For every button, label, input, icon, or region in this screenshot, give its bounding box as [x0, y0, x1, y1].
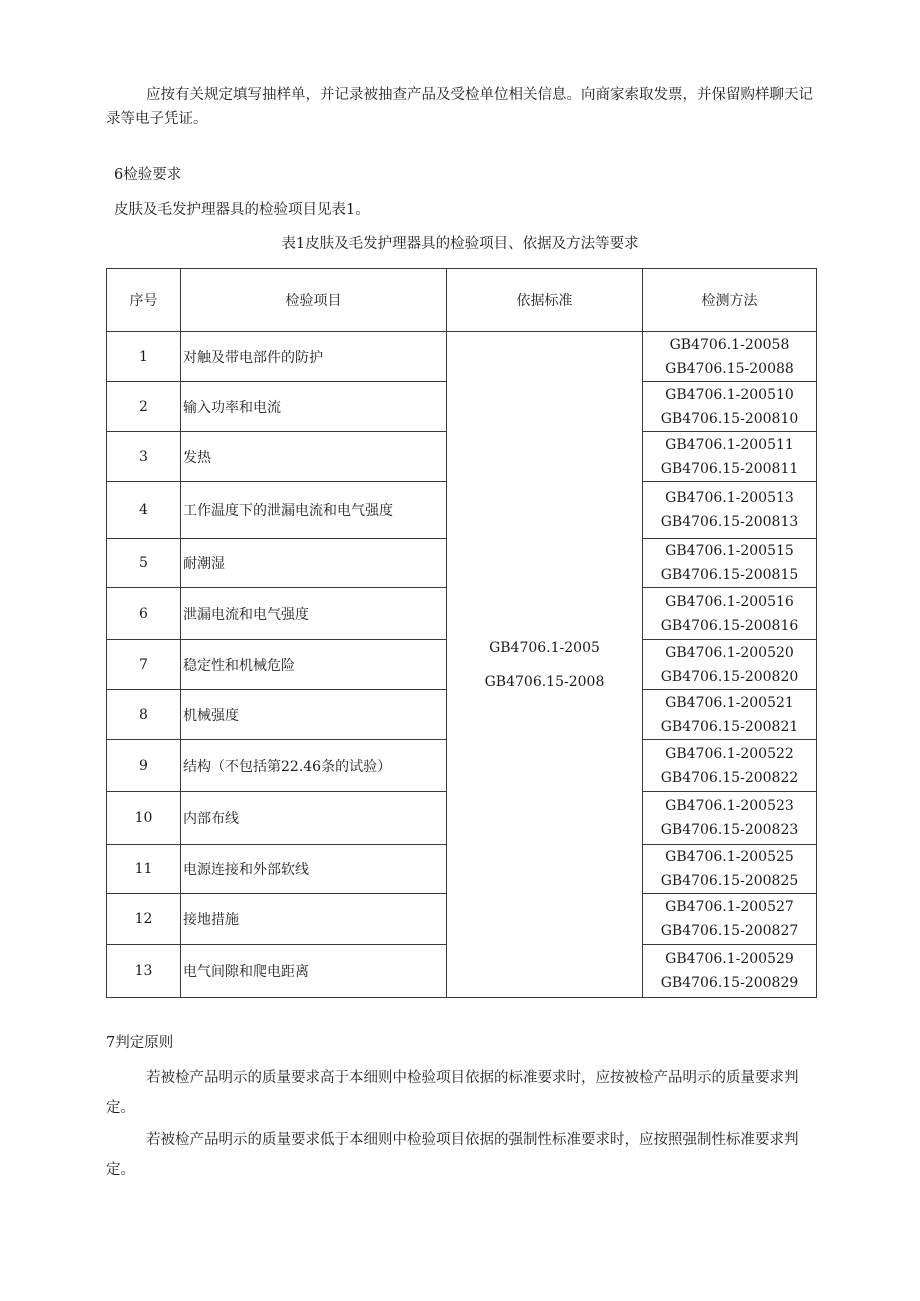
basis-standard-line: GB4706.1-2005 — [489, 639, 600, 656]
test-method-line: GB4706.15-200823 — [660, 822, 799, 838]
test-method — [643, 792, 817, 845]
inspection-item: 发热 — [181, 432, 447, 482]
row-number: 6 — [107, 588, 181, 640]
test-method-line: GB4706.15-200821 — [660, 718, 799, 735]
inspection-item: 电气间隙和爬电距离 — [181, 945, 447, 998]
basis-standard-line: GB4706.15-2008 — [484, 673, 605, 690]
test-method — [643, 432, 817, 482]
test-method — [643, 332, 817, 382]
test-method — [643, 482, 817, 539]
test-method-line: GB4706.1-200527 — [665, 899, 794, 915]
section-7-heading: 7判定原则 — [106, 1035, 174, 1051]
inspection-item: 机械强度 — [181, 690, 447, 740]
inspection-item: 对触及带电部件的防护 — [181, 332, 447, 382]
test-method-line: GB4706.1-200510 — [665, 386, 794, 403]
test-method-line: GB4706.1-200523 — [665, 798, 794, 814]
row-number: 9 — [107, 740, 181, 792]
test-method — [643, 845, 817, 894]
table-caption: 表1皮肤及毛发护理器具的检验项目、依据及方法等要求 — [281, 236, 639, 252]
test-method — [643, 690, 817, 740]
test-method-line: GB4706.15-200827 — [660, 923, 799, 939]
row-number: 4 — [107, 482, 181, 539]
test-method — [643, 945, 817, 998]
row-number: 10 — [107, 792, 181, 845]
row-number: 11 — [107, 845, 181, 894]
test-method — [643, 740, 817, 792]
intro-paragraph: 应按有关规定填写抽样单，并记录被抽查产品及受检单位相关信息。向商家索取发票，并保留购样聊天记录等电子凭证。 — [106, 87, 813, 127]
row-number: 7 — [107, 640, 181, 690]
judgement-paragraph-2: 若被检产品明示的质量要求低于本细则中检验项目依据的强制性标准要求时，应按照强制性标准要求判定。 — [106, 1132, 799, 1178]
judgement-paragraph-1: 若被检产品明示的质量要求高于本细则中检验项目依据的标准要求时，应按被检产品明示的质量要求判定。 — [106, 1070, 799, 1116]
test-method — [643, 539, 817, 588]
test-method — [643, 588, 817, 640]
test-method-line: GB4706.15-20088 — [665, 360, 794, 377]
inspection-table — [106, 268, 817, 998]
test-method-line: GB4706.1-200515 — [665, 543, 794, 559]
test-method — [643, 382, 817, 432]
test-method-line: GB4706.15-200820 — [660, 668, 799, 685]
row-number: 3 — [107, 432, 181, 482]
test-method-line: GB4706.15-200825 — [660, 873, 799, 889]
row-number: 8 — [107, 690, 181, 740]
test-method-line: GB4706.1-200529 — [665, 951, 794, 967]
test-method-line: GB4706.15-200811 — [660, 460, 799, 477]
section-6-heading: 6检验要求 — [114, 167, 182, 183]
row-number: 12 — [107, 894, 181, 945]
test-method — [643, 894, 817, 945]
inspection-item: 电源连接和外部软线 — [181, 845, 447, 894]
test-method-line: GB4706.15-200822 — [660, 769, 799, 786]
table-row — [107, 332, 817, 382]
test-method-line: GB4706.1-200511 — [665, 436, 794, 453]
test-method-line: GB4706.15-200815 — [660, 567, 799, 583]
inspection-item: 接地措施 — [181, 894, 447, 945]
test-method-line: GB4706.1-200525 — [665, 849, 794, 865]
header-no: 序号 — [107, 269, 181, 332]
section-6-description: 皮肤及毛发护理器具的检验项目见表1。 — [114, 202, 370, 218]
inspection-item: 结构（不包括第22.46条的试验） — [181, 740, 447, 792]
inspection-item: 输入功率和电流 — [181, 382, 447, 432]
test-method-line: GB4706.1-200520 — [665, 644, 794, 661]
inspection-item: 泄漏电流和电气强度 — [181, 588, 447, 640]
basis-standard — [447, 332, 643, 998]
row-number: 13 — [107, 945, 181, 998]
test-method-line: GB4706.1-20058 — [669, 336, 790, 353]
inspection-item: 工作温度下的泄漏电流和电气强度 — [181, 482, 447, 539]
test-method-line: GB4706.15-200813 — [660, 514, 799, 530]
inspection-item: 内部布线 — [181, 792, 447, 845]
test-method-line: GB4706.1-200516 — [665, 593, 794, 610]
table-header-row — [107, 269, 817, 332]
header-basis: 依据标准 — [447, 269, 643, 332]
test-method-line: GB4706.1-200513 — [665, 490, 794, 506]
row-number: 2 — [107, 382, 181, 432]
row-number: 5 — [107, 539, 181, 588]
test-method — [643, 640, 817, 690]
test-method-line: GB4706.1-200522 — [665, 745, 794, 762]
inspection-item: 耐潮湿 — [181, 539, 447, 588]
row-number: 1 — [107, 332, 181, 382]
inspection-item: 稳定性和机械危险 — [181, 640, 447, 690]
test-method-line: GB4706.15-200829 — [660, 975, 799, 991]
header-item: 检验项目 — [181, 269, 447, 332]
test-method-line: GB4706.15-200816 — [660, 617, 799, 634]
header-method: 检测方法 — [643, 269, 817, 332]
test-method-line: GB4706.15-200810 — [660, 410, 799, 427]
test-method-line: GB4706.1-200521 — [665, 694, 794, 711]
